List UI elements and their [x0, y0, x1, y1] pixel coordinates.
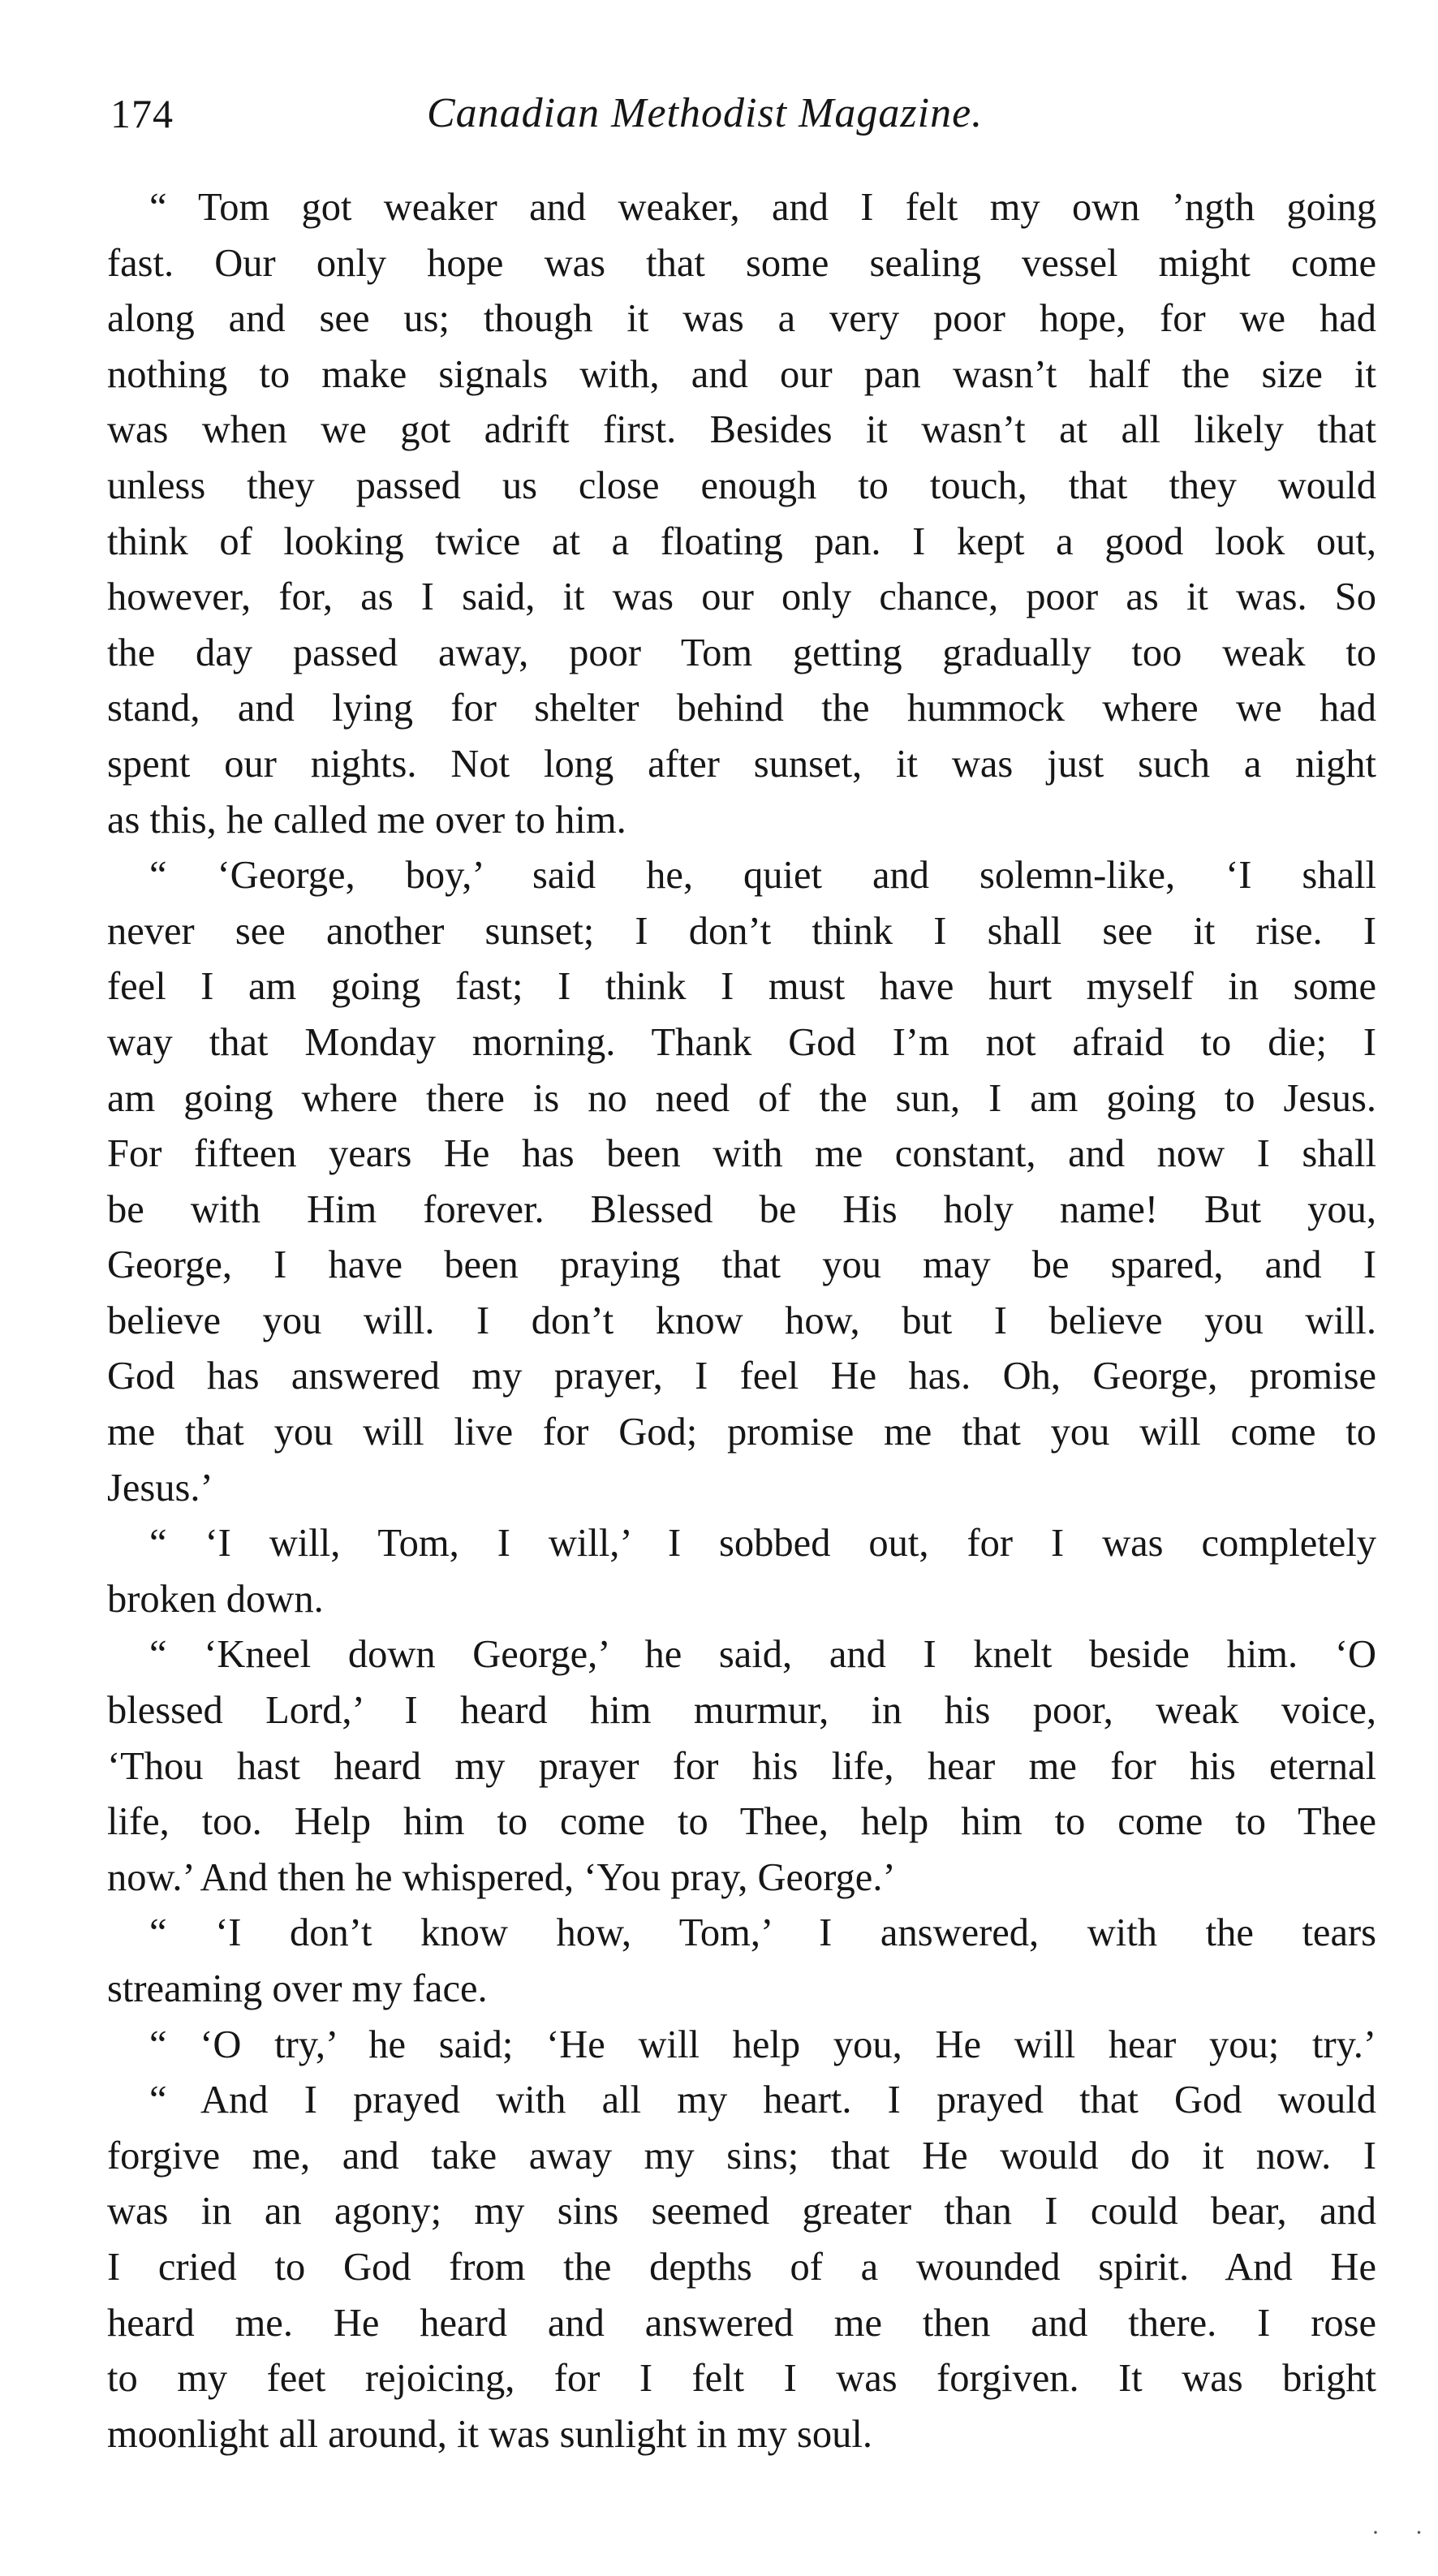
text-line: unless they passed us close enough to touch, that they would: [107, 463, 1376, 507]
text-line: ‘Thou hast heard my prayer for his life, hear me for his eternal: [107, 1744, 1376, 1788]
text-line: spent our nights. Not long after sunset, it was just such a night: [107, 742, 1376, 786]
text-line: was in an agony; my sins seemed greater than I could bear, and: [107, 2190, 1376, 2234]
text-line: feel I am going fast; I think I must have hurt myself in some: [107, 965, 1376, 1009]
text-line: “ ‘I don’t know how, Tom,’ I answered, with the tears: [149, 1911, 1376, 1955]
text-line: heard me. He heard and answered me then and there. I rose: [107, 2301, 1376, 2345]
text-line: God has answered my prayer, I feel He has. Oh, George, promise: [107, 1355, 1376, 1398]
body-text: [107, 180, 1376, 2462]
text-line: “ And I prayed with all my heart. I prayed that God would: [149, 2078, 1376, 2122]
text-line: fast. Our only hope was that some sealing vessel might come: [107, 241, 1376, 285]
text-line: “ ‘George, boy,’ said he, quiet and solemn-like, ‘I shall: [149, 854, 1376, 898]
text-line: am going where there is no need of the sun, I am going to Jesus.: [107, 1076, 1376, 1120]
text-line: was when we got adrift first. Besides it wasn’t at all likely that: [107, 408, 1376, 452]
text-line: nothing to make signals with, and our pan wasn’t half the size it: [107, 352, 1376, 396]
text-line: George, I have been praying that you may be spared, and I: [107, 1243, 1376, 1287]
scan-specks: · ·: [1371, 2519, 1438, 2546]
page-header: [110, 81, 1376, 146]
text-line: forgive me, and take away my sins; that He would do it now. I: [107, 2134, 1376, 2178]
text-line: now.’ And then he whispered, ‘You pray, George.’: [107, 1855, 896, 1899]
text-line: way that Monday morning. Thank God I’m not afraid to die; I: [107, 1020, 1376, 1064]
page-number: 174: [110, 91, 174, 136]
text-line: “ ‘Kneel down George,’ he said, and I knelt beside him. ‘O: [149, 1633, 1376, 1677]
text-line: streaming over my face.: [107, 1967, 488, 2010]
text-line: along and see us; though it was a very poor hope, for we had: [107, 297, 1376, 341]
text-line: to my feet rejoicing, for I felt I was forgiven. It was bright: [107, 2357, 1376, 2401]
text-line: “ ‘I will, Tom, I will,’ I sobbed out, for I was completely: [149, 1522, 1376, 1566]
text-line: moonlight all around, it was sunlight in my soul.: [107, 2412, 873, 2456]
text-line: stand, and lying for shelter behind the hummock where we had: [107, 687, 1376, 730]
text-line: “ Tom got weaker and weaker, and I felt my own ’ngth going: [149, 186, 1376, 229]
text-line: blessed Lord,’ I heard him murmur, in his poor, weak voice,: [107, 1689, 1376, 1733]
running-title: Canadian Methodist Magazine.: [427, 90, 984, 136]
text-line: I cried to God from the depths of a wounded spirit. And He: [107, 2245, 1376, 2289]
text-line: believe you will. I don’t know how, but I believe you will.: [107, 1299, 1376, 1342]
text-line: never see another sunset; I don’t think I shall see it rise. I: [107, 909, 1376, 953]
text-line: life, too. Help him to come to Thee, help him to come to Thee: [107, 1800, 1376, 1844]
text-line: think of looking twice at a floating pan. I kept a good look out,: [107, 519, 1376, 563]
text-line: me that you will live for God; promise me that you will come to: [107, 1411, 1376, 1454]
text-line: the day passed away, poor Tom getting gradually too weak to: [107, 631, 1376, 674]
text-line: broken down.: [107, 1577, 324, 1621]
text-line: however, for, as I said, it was our only chance, poor as it was. So: [107, 575, 1376, 619]
text-line: Jesus.’: [107, 1466, 213, 1510]
text-line: be with Him forever. Blessed be His holy name! But you,: [107, 1187, 1376, 1231]
text-line: as this, he called me over to him.: [107, 798, 626, 842]
text-line: “ ‘O try,’ he said; ‘He will help you, He will hear you; try.’: [149, 2022, 1376, 2066]
text-line: For fifteen years He has been with me constant, and now I shall: [107, 1132, 1376, 1176]
